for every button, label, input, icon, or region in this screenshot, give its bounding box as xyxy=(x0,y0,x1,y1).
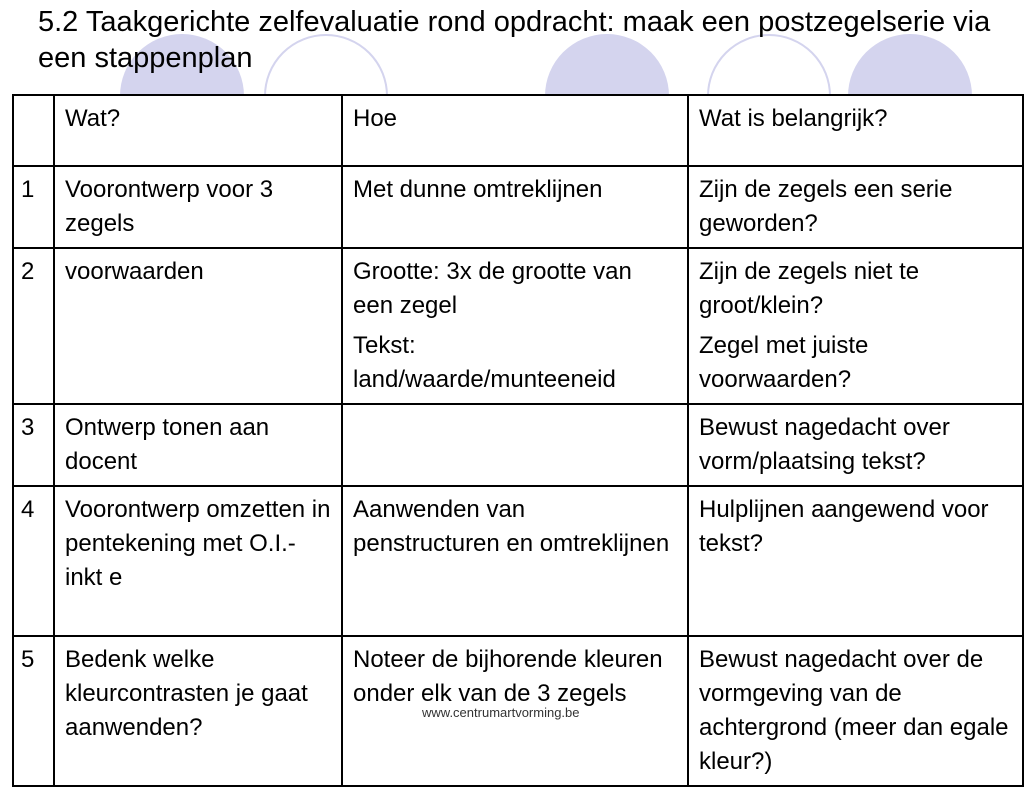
cell-belangrijk-paragraph: Bewust nagedacht over de vormgeving van de achtergrond (meer dan egale kleur?) xyxy=(699,646,1009,775)
header-cell-num xyxy=(13,95,54,166)
header-cell-belangrijk: Wat is belangrijk? xyxy=(688,95,1023,166)
cell-hoe xyxy=(342,248,688,404)
cell-belangrijk xyxy=(688,248,1023,404)
cell-wat: voorwaarden xyxy=(54,248,342,404)
row-number: 3 xyxy=(13,404,54,486)
cell-belangrijk xyxy=(688,636,1023,786)
row-number: 5 xyxy=(13,636,54,786)
cell-belangrijk xyxy=(688,404,1023,486)
cell-belangrijk-paragraph: Hulplijnen aangewend voor tekst? xyxy=(699,496,989,557)
cell-belangrijk-paragraph: Zijn de zegels een serie geworden? xyxy=(699,176,953,237)
cell-hoe-paragraph: Tekst: land/waarde/munteeneid xyxy=(353,332,616,393)
cell-hoe-paragraph: Aanwenden van penstructuren en omtreklijnen xyxy=(353,496,670,557)
cell-wat: Voorontwerp voor 3 zegels xyxy=(54,166,342,248)
table-row xyxy=(13,248,1023,404)
evaluation-table xyxy=(12,94,1024,787)
cell-hoe-paragraph: Noteer de bijhorende kleuren onder elk van de 3 zegels xyxy=(353,646,663,707)
table-row xyxy=(13,486,1023,636)
footer-url: www.centrumartvorming.be xyxy=(422,705,580,720)
cell-belangrijk-paragraph: Bewust nagedacht over vorm/plaatsing tekst? xyxy=(699,414,950,475)
cell-belangrijk xyxy=(688,486,1023,636)
header-cell-wat: Wat? xyxy=(54,95,342,166)
row-number: 2 xyxy=(13,248,54,404)
row-number: 1 xyxy=(13,166,54,248)
cell-wat: Voorontwerp omzetten in pentekening met O.I.-inkt e xyxy=(54,486,342,636)
cell-belangrijk-paragraph: Zijn de zegels niet te groot/klein? xyxy=(699,258,920,319)
cell-belangrijk xyxy=(688,166,1023,248)
header-row xyxy=(13,95,1023,166)
cell-hoe xyxy=(342,404,688,486)
cell-hoe-paragraph: Grootte: 3x de grootte van een zegel xyxy=(353,258,632,319)
slide-title: 5.2 Taakgerichte zelfevaluatie rond opdracht: maak een postzegelserie via een stappenplan xyxy=(38,6,991,74)
cell-wat: Ontwerp tonen aan docent xyxy=(54,404,342,486)
cell-belangrijk-paragraph: Zegel met juiste voorwaarden? xyxy=(699,332,869,393)
table-row xyxy=(13,166,1023,248)
table-body xyxy=(13,95,1023,786)
cell-hoe-paragraph: Met dunne omtreklijnen xyxy=(353,176,603,203)
cell-hoe xyxy=(342,486,688,636)
table-row xyxy=(13,404,1023,486)
row-number: 4 xyxy=(13,486,54,636)
header-cell-hoe: Hoe xyxy=(342,95,688,166)
cell-hoe xyxy=(342,166,688,248)
cell-wat: Bedenk welke kleurcontrasten je gaat aanwenden? xyxy=(54,636,342,786)
